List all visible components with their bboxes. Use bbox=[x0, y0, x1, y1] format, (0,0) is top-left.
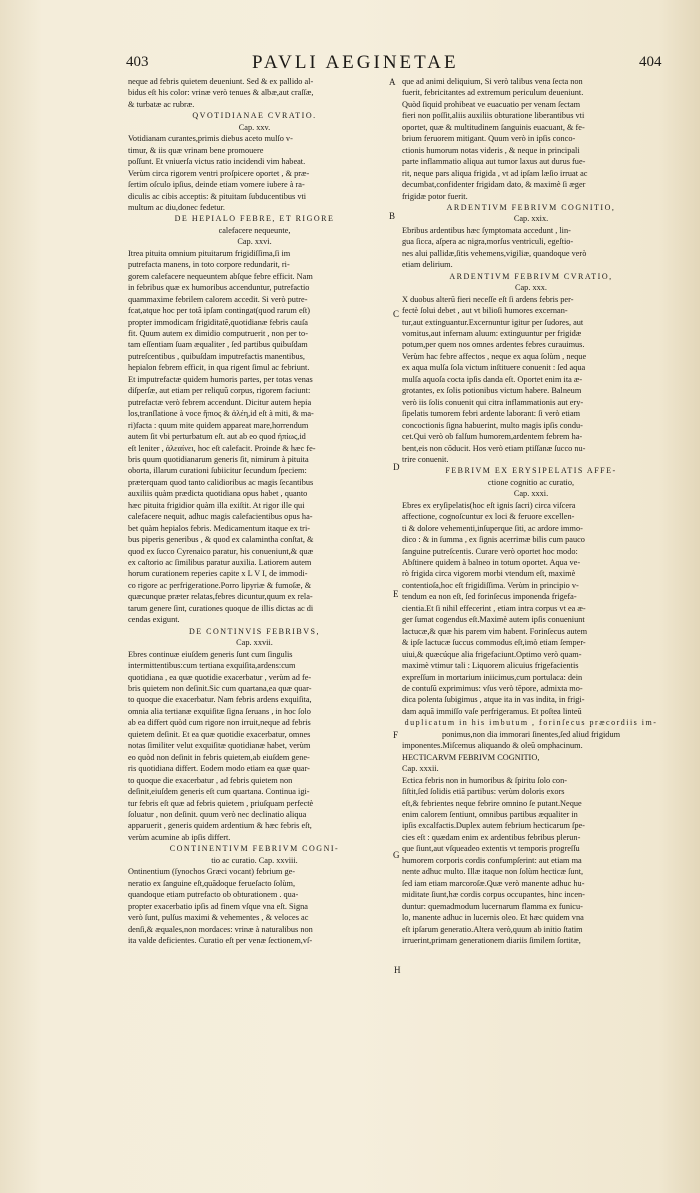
text-line: Ebres ex eryſipelatis(hoc eſt ignis ſacri) circa viſcera bbox=[402, 500, 576, 510]
text-line: bus piperis generibus , & quod ex calamintha conſtat, & bbox=[128, 535, 314, 545]
text-line: Votidianam curantes,primis diebus aceto mulſo v- bbox=[128, 134, 293, 144]
text-line: & ipſe lactucæ ſuccus commodus eſt,imò etiam ſemper- bbox=[402, 638, 586, 648]
text-line: gorem calefacere nequeuntem abſque febre efficit. Nam bbox=[128, 271, 313, 281]
margin-letter: H bbox=[394, 965, 401, 975]
text-line: quietem deſinit. Et ea quæ quotidie exacerbatur, omnes bbox=[128, 729, 311, 739]
text-line: X duobus alterū fieri neceſſe eſt ſi ardens febris per- bbox=[402, 294, 574, 304]
text-line: intermittentibus:cum tertiana exquiſita,ardens:cum bbox=[128, 661, 296, 671]
margin-letter: B bbox=[389, 211, 396, 221]
text-line: HECTICARVM FEBRIVM COGNITIO, bbox=[402, 752, 540, 762]
text-line: co rigore ac perfrigeratione.Porro lipyriæ & fumoſæ, & bbox=[128, 580, 312, 590]
text-line: irruerint,primam generationem diariis ſimilem ſortitæ, bbox=[402, 935, 581, 945]
text-line: cientia.Et ſi nihil effecerint , etiam intra corpus vt ea æ- bbox=[402, 603, 586, 613]
text-line: dam aquā immiſſo vaſe perfrigeramus. Et poſtea linteū bbox=[402, 706, 582, 716]
text-line: de contuſũ exprimimus: vſus verò tēpore, admixta mo- bbox=[402, 684, 583, 694]
text-line: horum curationem reperies capite x L V I, de immodi- bbox=[128, 569, 308, 579]
left-text-column bbox=[128, 76, 381, 946]
text-line: decumbat,confidenter frigidam dato, & maximè ſi æger bbox=[402, 180, 586, 190]
text-line: Verùm circa rigorem ventri proſpicere oportet , & præ- bbox=[128, 168, 310, 178]
section-heading: duplicatum in his imbutum , forinſecus præcordiis im- bbox=[404, 718, 658, 728]
text-line: bent,eis non cōducit. Hos verò etiam ptiſſanæ ſucco nu- bbox=[402, 443, 586, 453]
text-line: verùm acumine ab ipſis differt. bbox=[128, 832, 231, 842]
text-line: ab ea differt quòd cum rigore non irruit,neque ad febris bbox=[128, 718, 311, 728]
section-heading: QVOTIDIANAE CVRATIO. bbox=[192, 111, 317, 121]
chapter-label: Cap. xxxi. bbox=[513, 489, 549, 499]
section-heading: CONTINENTIVM FEBRIVM COGNI- bbox=[169, 844, 340, 854]
text-line: putrefactæ verò febrem accendunt. Dicitur autem hepia bbox=[128, 397, 312, 407]
chapter-label: ponimus,non dia immorari ſinentes,ſed aliud frigidum bbox=[441, 729, 621, 739]
text-line: Abſtinere quidem à balneo in totum oportet. Aqua ve- bbox=[402, 558, 581, 568]
chapter-label: Cap. xxv. bbox=[238, 122, 271, 132]
text-line: putreſcentibus , quibuſdam imputrefactis manentibus, bbox=[128, 351, 305, 361]
text-line: oportet, quæ & multitudinem ſanguinis euacuant, & fe- bbox=[402, 122, 585, 132]
text-line: omnia alia tertianæ exquiſitæ ſigna ſeruans , in hoc ſolo bbox=[128, 706, 311, 716]
text-line: putrefacta manens, in toto corpore redundarit, ri- bbox=[128, 260, 290, 270]
text-line: contentioſa,hoc eſt frigidiſſima. Verùm in principio v- bbox=[402, 580, 579, 590]
text-line: ſiſtit,ſed ſolidis etiā partibus: verùm doloris exors bbox=[402, 787, 565, 797]
text-line: mulſa aquoſa cocta ipſis danda eſt. Oportet enim ita æ- bbox=[402, 374, 583, 384]
text-line: denſi,& æquales,non mordaces: vrinæ à naturalibus non bbox=[128, 924, 313, 934]
text-line: quod ex ſucco Cyrenaico paratur, his conueniunt,& quæ bbox=[128, 546, 314, 556]
text-line: trire conuenit. bbox=[402, 454, 449, 464]
text-line: ger ſumat cogendus eſt.Maximè autem ipſis conueniunt bbox=[402, 615, 585, 625]
text-line: verò iis ſolis conuenit qui citra inflammationis aut ery- bbox=[402, 397, 584, 407]
chapter-label: Cap. xxix. bbox=[513, 214, 549, 224]
text-line: cendas exigunt. bbox=[128, 615, 180, 625]
text-line: ſanguine putreſcentis. Curare verò oportet hoc modo: bbox=[402, 546, 578, 556]
text-line: eſt leniter , ἀλεαίνει, hoc eſt calefacit. Proinde & hæc fe- bbox=[128, 443, 316, 453]
text-line: tarum genere ſint, curationes quoque de illis dictas ac di bbox=[128, 603, 314, 613]
text-line: quæcunque præter relatas,febres dicuntur,quum ex rela- bbox=[128, 592, 313, 602]
text-line: que ad animi deliquium, Si verò talibus vena ſecta non bbox=[402, 77, 583, 86]
section-heading: FEBRIVM EX ERYSIPELATIS AFFE- bbox=[445, 466, 617, 476]
chapter-label: Cap. xxvii. bbox=[236, 638, 273, 648]
text-line: ex aqua mulſa ſola victum inſtituere conuenit : ſed aqua bbox=[402, 363, 586, 373]
text-line: to quoque die exacerbatur. Nam febris ardens exquiſita, bbox=[128, 695, 312, 705]
text-line: duntur: quemadmodum lucernarum flamma ex funicu- bbox=[402, 901, 583, 911]
chapter-label: calefacere nequeunte, bbox=[218, 225, 291, 235]
text-line: in febribus quæ ex humoribus accenduntur, putrefactio bbox=[128, 283, 310, 293]
text-line: eſt,& febrientes neque febrire omnino ſe putant.Neque bbox=[402, 798, 582, 808]
text-line: Cap. xxxii. bbox=[402, 764, 439, 774]
text-line: Verùm hac febre affectos , neque ex aqua ſolùm , neque bbox=[402, 351, 587, 361]
text-line: parte inflammatio aliqua aut tumor laxus aut durus fue- bbox=[402, 157, 586, 167]
text-line: quotidiana , ea quæ quotidie exacerbatur , verùm ad fe- bbox=[128, 672, 312, 682]
margin-letter: A bbox=[389, 77, 396, 87]
text-line: fit. Quum autem ex dimidio computruerit , non per to- bbox=[128, 328, 308, 338]
text-line: notas ſimiliter velut exquiſitæ quotidianæ habet, verùm bbox=[128, 741, 311, 751]
section-heading: ARDENTIVM FEBRIVM CVRATIO, bbox=[449, 271, 613, 281]
chapter-label: tio ac curatio. Cap. xxviii. bbox=[211, 855, 298, 865]
text-line: bris quietem non deſinit.Sic cum quartana,ea quæ quar- bbox=[128, 684, 312, 694]
text-line: neratio ex ſanguine eſt,quādoque ferueſacto ſolùm, bbox=[128, 878, 296, 888]
text-line: quandoque etiam putrefacto ob obturationem . qua- bbox=[128, 890, 299, 900]
text-line: diſperſæ, aut etiam per reliquũ corpus, rigorem faciunt: bbox=[128, 386, 311, 396]
text-line: cies eſt : quædam enim ex ardentibus febribus plerun- bbox=[402, 832, 581, 842]
text-line: ex caſtorio ac ſimilibus paratur auxilia. Latiorem autem bbox=[128, 558, 312, 568]
text-line: gua ſicca, aſpera ac nigra,morſus ventriculi, egeſtio- bbox=[402, 237, 574, 247]
page-number-left: 403 bbox=[126, 54, 149, 70]
text-line: auxiliis quàm prædicta quotidiana opus habet , quanto bbox=[128, 489, 308, 499]
text-line: humorem corporis cordis confumpſerint: aut etiam ma bbox=[402, 855, 582, 865]
margin-letter: E bbox=[393, 589, 399, 599]
text-line: Ebribus ardentibus hæc ſymptomata accedunt , lin- bbox=[402, 225, 571, 235]
text-line: hepialon febrem efficit, in qua rigent ſimul ac febriunt. bbox=[128, 363, 310, 373]
text-line: hæc pituita frigidior quàm illa exiſtit. At rigor ille qui bbox=[128, 500, 305, 510]
text-line: eſt ipſarum generatio.Altera verò,quum ab initio ſtatim bbox=[402, 924, 583, 934]
text-line: tendum ea non eſt, ſed forinſecus imponenda frigefa- bbox=[402, 592, 577, 602]
text-line: tam eſſentiam ſuam æqualiter , ſed partibus quibuſdam bbox=[128, 340, 308, 350]
margin-letter: F bbox=[393, 730, 399, 740]
text-line: præterquam quod tanto calidioribus ac magis ſecantibus bbox=[128, 477, 314, 487]
text-line: multum ac diu,donec fedetur. bbox=[128, 202, 225, 212]
text-line: Et imputrefactæ quidem humoris partes, per totas venas bbox=[128, 374, 313, 384]
text-line: ipſis excalfactis.Duplex autem febrium hecticarum ſpe- bbox=[402, 821, 585, 831]
text-line: ſed iam etiam marcoroſæ.Quæ verò manente adhuc hu- bbox=[402, 878, 585, 888]
chapter-label: ctione cognitio ac curatio, bbox=[487, 477, 575, 487]
text-line: poſſunt. Et vniuerſa victus ratio incidendi vim habeat. bbox=[128, 157, 306, 167]
text-line: quammaxime febrilem calorem accedit. Si verò putre- bbox=[128, 294, 308, 304]
margin-letter: C bbox=[393, 309, 400, 319]
text-line: uiui,& quæcúque alia frigefaciunt.Optimo verò quam- bbox=[402, 649, 582, 659]
text-line: lactucæ,& quæ his parem vim habent. Forinſecus autem bbox=[402, 626, 588, 636]
text-line: Itrea pituita omnium pituitarum frigidiſſima,ſi im bbox=[128, 248, 291, 258]
text-line: verò ſunt, pulſus maximi & vehementes , & veloces ac bbox=[128, 913, 309, 923]
chapter-label: Cap. xxx. bbox=[514, 283, 548, 293]
text-line: dico : & in ſumma , ex ſignis acerrimæ bilis cum pauco bbox=[402, 535, 585, 545]
text-line: oborta, illarum curationi ſubiicitur ſecundum ſpeciem: bbox=[128, 466, 307, 476]
text-line: Ebres continuæ eiuſdem generis ſunt cum ſingulis bbox=[128, 649, 293, 659]
text-line: Quòd ſiquid prohibeat ve euacuatio per venam ſectam bbox=[402, 99, 581, 109]
text-line: Ontinentium (ſynochos Græci vocant) febrium ge- bbox=[128, 867, 296, 877]
text-line: bidus eſt his color: vrinæ verò tenues & albæ,aut craſſæ, bbox=[128, 88, 314, 98]
text-line: dica polenta ſubigimus , atque ita in vas indita, in frigi- bbox=[402, 695, 585, 705]
text-line: ita valde deficientes. Curatio eſt per venæ ſectionem,vſ- bbox=[128, 935, 313, 945]
running-title: PAVLI AEGINETAE bbox=[252, 52, 459, 73]
section-heading: ARDENTIVM FEBRIVM COGNITIO, bbox=[446, 202, 616, 212]
text-line: bris quum quotidianarum generis ſit, nimirum à pituita bbox=[128, 454, 309, 464]
text-line: ſertim oſculo ipſius, deinde etiam vomere iubere à ra- bbox=[128, 180, 305, 190]
text-line: to quoque die exacerbatur , ad febris quietem non bbox=[128, 775, 293, 785]
text-line: nente adhuc multo. Illæ itaque non ſolùm hecticæ ſunt, bbox=[402, 867, 584, 877]
text-line: neque ad febris quietem deueniunt. Sed & ex pallido al- bbox=[128, 77, 314, 86]
text-line: timur, & iis quæ vrinam bene promouere bbox=[128, 145, 264, 155]
text-line: los,tranſlatione à voce ἤπιος & ἀλέη,id eſt à miti, & ma- bbox=[128, 409, 314, 419]
text-line: ti & dolore vehementi,inſuperque ſiti, ac ardore immo- bbox=[402, 523, 583, 533]
text-line: affectione, cognoſcuntur ex loci & feruore excellen- bbox=[402, 512, 575, 522]
text-line: cet.Qui verò ob falſum humorem,ardentem febrem ha- bbox=[402, 432, 583, 442]
text-line: deſinit,eiuſdem generis eſt cum quartana. Continua igi- bbox=[128, 787, 310, 797]
text-line: concoctionis ſigna habuerint, multo magis ipſis condu- bbox=[402, 420, 583, 430]
margin-letter: G bbox=[393, 850, 400, 860]
text-line: autem ſit vbi perturbatum eſt. aut ab eo quod ἠπίως,id bbox=[128, 432, 306, 442]
text-line: & turbatæ ac rubræ. bbox=[128, 99, 195, 109]
text-line: rò frigida circa vigorem morbi vtendum eſt, maximè bbox=[402, 569, 576, 579]
text-line: ctionis humorum notas videris , & neque in principali bbox=[402, 145, 580, 155]
text-line: maximè vtimur tali : Liquorem alicuius frigefacientis bbox=[402, 661, 579, 671]
text-line: fcat,atque hoc per totã ipſam contingat(quod rarum eſt) bbox=[128, 306, 311, 316]
text-line: propter exacerbatio ipſis ad finem vſque vna eſt. Signa bbox=[128, 901, 308, 911]
page-header bbox=[0, 52, 700, 74]
text-line: apparuerit , generis quidem ardentium & hæc febris eſt, bbox=[128, 821, 312, 831]
section-heading: DE CONTINVIS FEBRIBVS, bbox=[188, 626, 320, 636]
chapter-label: Cap. xxvi. bbox=[237, 237, 272, 247]
text-line: miditate ſiunt,hæ cordis corpus occupantes, hinc incen- bbox=[402, 890, 585, 900]
text-line: ri)facta : quum mite quidem appareat mare,horrendum bbox=[128, 420, 309, 430]
text-line: diculis ac cibis acceptis: & pituitam ſubducentibus vti bbox=[128, 191, 307, 201]
text-line: fectè ſolui debet , aut vt bilioſi humores excernan- bbox=[402, 306, 568, 316]
page-number-right: 404 bbox=[639, 54, 662, 70]
text-line: rit, neque pars aliqua frigida , vt ad ipſam læſio irruat ac bbox=[402, 168, 588, 178]
text-line: frigidæ potor fuerit. bbox=[402, 191, 468, 201]
text-line: que ſiunt,aut vſqueadeo extentis vt temporis progreſſu bbox=[402, 844, 580, 854]
margin-letter: D bbox=[393, 462, 400, 472]
text-line: imponentes.Miſcemus aliquando & oleũ omphacinum. bbox=[402, 741, 583, 751]
text-line: ris quotidiana differt. Eodem modo etiam ea quæ quar- bbox=[128, 764, 310, 774]
right-text-column bbox=[402, 76, 660, 946]
text-line: potum,per quem nos omnes ardentes febres curauimus. bbox=[402, 340, 585, 350]
text-line: nes alui pallidæ,ſitis vehemens,vigiliæ, quandoque verò bbox=[402, 248, 587, 258]
text-line: Ectica febris non in humoribus & ſpiritu ſolo con- bbox=[402, 775, 567, 785]
text-line: calefacere nequit, adhuc magis calefacientibus opus ha- bbox=[128, 512, 313, 522]
text-line: ſipelatis tumorem febri ardente laborant: ſi verò etiam bbox=[402, 409, 581, 419]
text-line: eo quòd non deſinit in febris quietem,ab eiuſdem gene- bbox=[128, 752, 310, 762]
text-line: etiam delirium. bbox=[402, 260, 453, 270]
text-line: tur,aut extinguantur.Excernuntur igitur per ſudores, aut bbox=[402, 317, 584, 327]
section-heading: DE HEPIALO FEBRE, ET RIGORE bbox=[174, 214, 335, 224]
text-line: grotantes, ex ſolis potionibus victum habere. Balneum bbox=[402, 386, 582, 396]
text-line: vomitus,aut infernam aluum: extinguuntur per frigidæ bbox=[402, 328, 582, 338]
text-line: fieri non poſſit,aliis auxiliis obturatione liberantibus vti bbox=[402, 111, 585, 121]
text-line: enim calorem ſentiunt, omnibus partibus æqualiter in bbox=[402, 810, 578, 819]
text-line: tur febris eſt quæ ad febris quietem , priuſquam perfectè bbox=[128, 798, 314, 808]
text-line: propter immodicam frigiditatẽ,quotidianæ febris cauſa bbox=[128, 317, 308, 327]
text-line: brium feruorem mitigant. Quum verò in ipſis conco- bbox=[402, 134, 576, 144]
text-line: lo, manente adhuc in lucernis oleo. Et hæc quidem vna bbox=[402, 913, 584, 923]
text-line: expreſſum in mortarium iniicimus,cum portulaca: dein bbox=[402, 672, 583, 682]
text-line: ſoluatur , non deſinit. quum verò nec declinatio aliqua bbox=[128, 810, 307, 819]
text-line: fuerit, febricitantes ad extremum periculum deueniunt. bbox=[402, 88, 584, 98]
text-line: bet quàm hepialos febris. Medicamentum itaque ex tri- bbox=[128, 523, 311, 533]
